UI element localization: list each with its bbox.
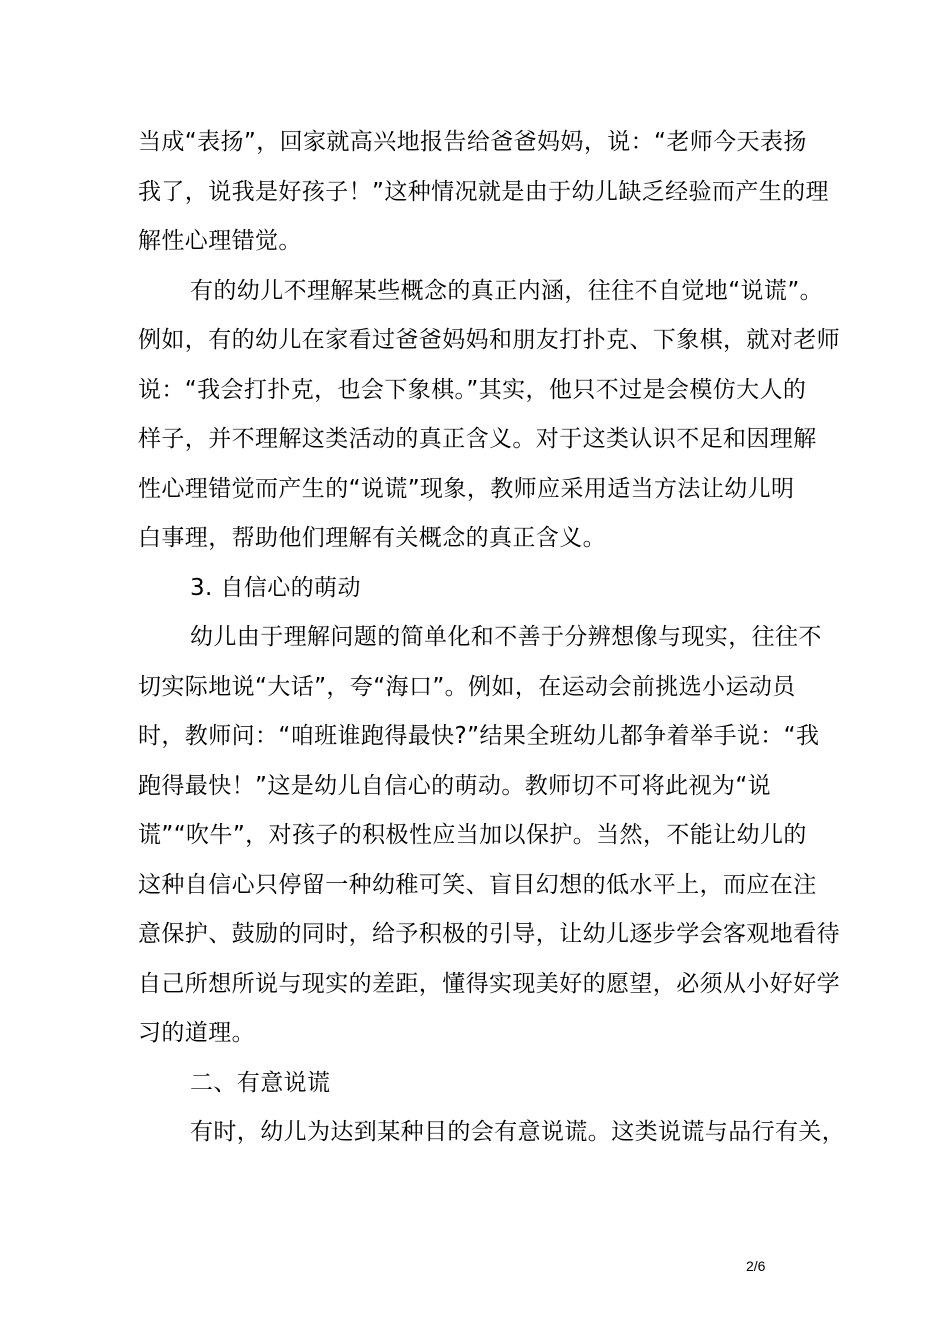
text-line-4: 有的幼儿不理解某些概念的真正内涵，往往不自觉地“说谎”。 bbox=[190, 277, 824, 304]
text-line-1: 当成“表扬”，回家就高兴地报告给爸爸妈妈，说：“老师今天表扬 bbox=[138, 129, 807, 155]
text-line-6: 说：“我会打扑克，也会下象棋。”其实，他只不过是会模仿大人的 bbox=[138, 376, 807, 403]
text-line-3: 解性心理错觉。 bbox=[138, 228, 302, 254]
page-number: 2/6 bbox=[746, 1258, 766, 1274]
document-body bbox=[138, 118, 846, 1158]
text-line-14: 跑得最快！”这是幼儿自信心的萌动。教师切不可将此视为“说 bbox=[138, 772, 772, 799]
text-line-7: 样子，并不理解这类活动的真正含义。对于这类认识不足和因理解 bbox=[138, 426, 817, 452]
text-line-11: 幼儿由于理解问题的简单化和不善于分辨想像与现实，往往不 bbox=[190, 624, 822, 650]
text-line-5: 例如，有的幼儿在家看过爸爸妈妈和朋友打扑克、下象棋，就对老师 bbox=[138, 327, 840, 353]
text-line-12: 切实际地说“大话”，夸“海口”。例如，在运动会前挑选小运动员 bbox=[138, 673, 796, 700]
text-line-21: 有时，幼儿为达到某种目的会有意说谎。这类说谎与品行有关， bbox=[190, 1119, 846, 1145]
text-line-2: 我了，说我是好孩子！”这种情况就是由于幼儿缺乏经验而产生的理 bbox=[138, 178, 829, 205]
text-line-16: 这种自信心只停留一种幼稚可笑、盲目幻想的低水平上，而应在注 bbox=[138, 871, 817, 898]
section-heading-3: 3. 自信心的萌动 bbox=[190, 574, 361, 601]
text-line-9: 白事理，帮助他们理解有关概念的真正含义。 bbox=[138, 525, 606, 551]
text-line-13: 时，教师问：“咱班谁跑得最快?”结果全班幼儿都争着举手说：“我 bbox=[138, 723, 820, 749]
section-heading-2: 二、有意说谎 bbox=[190, 1069, 331, 1096]
text-line-17: 意保护、鼓励的同时，给予积极的引导，让幼儿逐步学会客观地看待 bbox=[138, 921, 840, 947]
text-line-19: 习的道理。 bbox=[138, 1020, 255, 1046]
text-line-8: 性心理错觉而产生的“说谎”现象，教师应采用适当方法让幼儿明 bbox=[138, 475, 795, 502]
text-line-18: 自己所想所说与现实的差距，懂得实现美好的愿望，必须从小好好学 bbox=[138, 970, 840, 997]
text-line-15: 谎”“吹牛”，对孩子的积极性应当加以保护。当然，不能让幼儿的 bbox=[138, 822, 807, 848]
